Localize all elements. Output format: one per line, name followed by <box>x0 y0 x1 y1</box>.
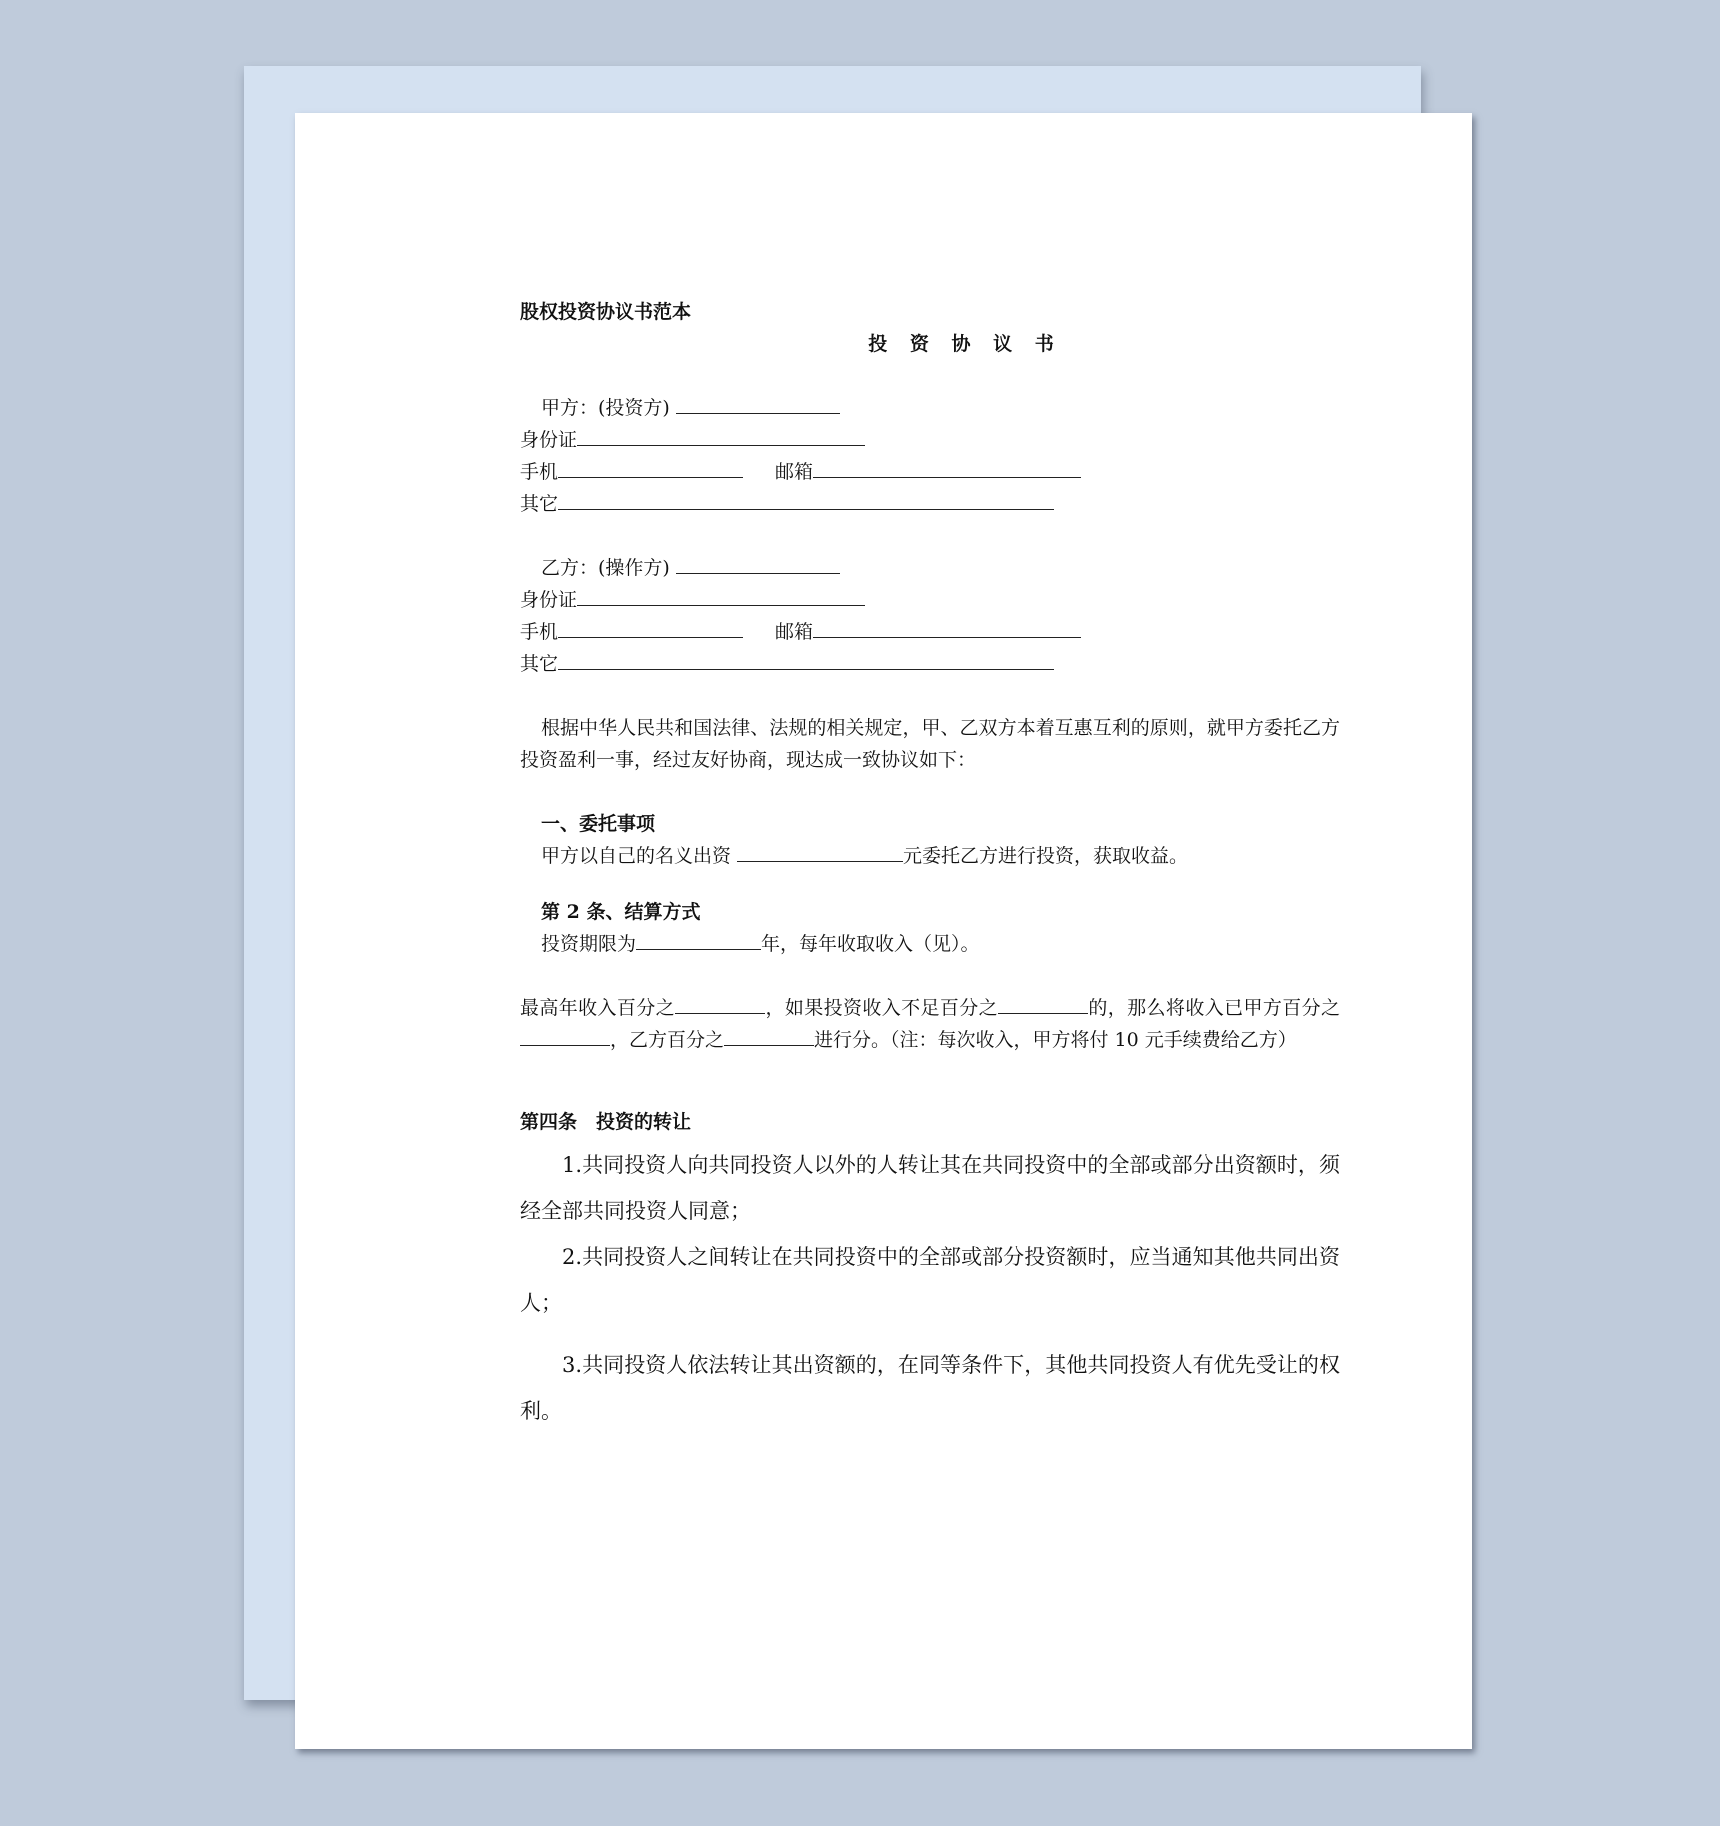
party-a-id-row <box>520 424 1340 456</box>
preamble-paragraph: 根据中华人民共和国法律、法规的相关规定，甲、乙双方本着互惠互利的原则，就甲方委托乙方投资盈利一事，经过友好协商，现达成一致协议如下： <box>520 717 1340 771</box>
party-b-share-field[interactable] <box>724 1025 814 1046</box>
section4-item-1: 1.共同投资人向共同投资人以外的人转让其在共同投资中的全部或部分出资额时，须经全部共同投资人同意； <box>520 1153 1340 1223</box>
party-a-email-field[interactable] <box>813 457 1081 478</box>
party-b-phone-field[interactable] <box>558 617 743 638</box>
party-b-label: 乙方：(操作方) <box>541 557 670 579</box>
section4-heading: 第四条 投资的转让 <box>520 1111 692 1133</box>
section1-text <box>520 840 1340 872</box>
income-text-3: 的，那么将收入已甲方百分之 <box>1088 997 1340 1019</box>
party-a-label: 甲方：(投资方) <box>541 397 670 419</box>
party-a-row <box>520 392 1340 424</box>
party-b-row <box>520 552 1340 584</box>
min-income-percent-field[interactable] <box>998 993 1088 1014</box>
section4-item-3: 3.共同投资人依法转让其出资额的，在同等条件下，其他共同投资人有优先受让的权利。 <box>520 1353 1340 1423</box>
other-label: 其它 <box>520 493 559 515</box>
section2-text-before: 投资期限为 <box>541 933 637 955</box>
email-label: 邮箱 <box>775 461 814 483</box>
other-label: 其它 <box>520 653 559 675</box>
header-title: 股权投资协议书范本 <box>520 301 692 323</box>
section2-heading: 第 2 条、结算方式 <box>541 901 701 923</box>
party-b-contact-row <box>520 616 1340 648</box>
section1-text-after: 元委托乙方进行投资，获取收益。 <box>903 845 1189 867</box>
section4-item-2: 2.共同投资人之间转让在共同投资中的全部或部分投资额时，应当通知其他共同出资人； <box>520 1245 1340 1315</box>
income-text-5: 进行分。（注：每次收入，甲方将付 10 元手续费给乙方） <box>814 1029 1297 1051</box>
phone-label: 手机 <box>520 621 559 643</box>
document-content <box>520 296 1340 1434</box>
party-b-id-row <box>520 584 1340 616</box>
id-label: 身份证 <box>520 589 578 611</box>
party-a-other-row <box>520 488 1340 520</box>
income-paragraph <box>520 992 1340 1056</box>
party-b-other-row <box>520 648 1340 680</box>
max-income-percent-field[interactable] <box>675 993 765 1014</box>
email-label: 邮箱 <box>775 621 814 643</box>
section1-heading: 一、委托事项 <box>541 813 656 835</box>
id-label: 身份证 <box>520 429 578 451</box>
party-b-other-field[interactable] <box>558 649 1054 670</box>
main-title: 投 资 协 议 书 <box>868 333 1062 355</box>
investment-years-field[interactable] <box>636 929 761 950</box>
party-b-id-field[interactable] <box>577 585 865 606</box>
party-a-phone-field[interactable] <box>558 457 743 478</box>
party-b-email-field[interactable] <box>813 617 1081 638</box>
party-a-contact-row <box>520 456 1340 488</box>
party-a-name-field[interactable] <box>676 393 840 414</box>
section1-text-before: 甲方以自己的名义出资 <box>541 845 738 867</box>
party-a-id-field[interactable] <box>577 425 865 446</box>
section2-text <box>520 928 1340 960</box>
party-a-share-field[interactable] <box>520 1025 610 1046</box>
income-text-4: ，乙方百分之 <box>610 1029 725 1051</box>
party-b-name-field[interactable] <box>676 553 840 574</box>
party-a-other-field[interactable] <box>558 489 1054 510</box>
income-text-2: ，如果投资收入不足百分之 <box>765 997 999 1019</box>
investment-amount-field[interactable] <box>737 841 903 862</box>
section2-text-after: 年，每年收取收入（见）。 <box>761 933 980 955</box>
phone-label: 手机 <box>520 461 559 483</box>
income-text-1: 最高年收入百分之 <box>520 997 676 1019</box>
